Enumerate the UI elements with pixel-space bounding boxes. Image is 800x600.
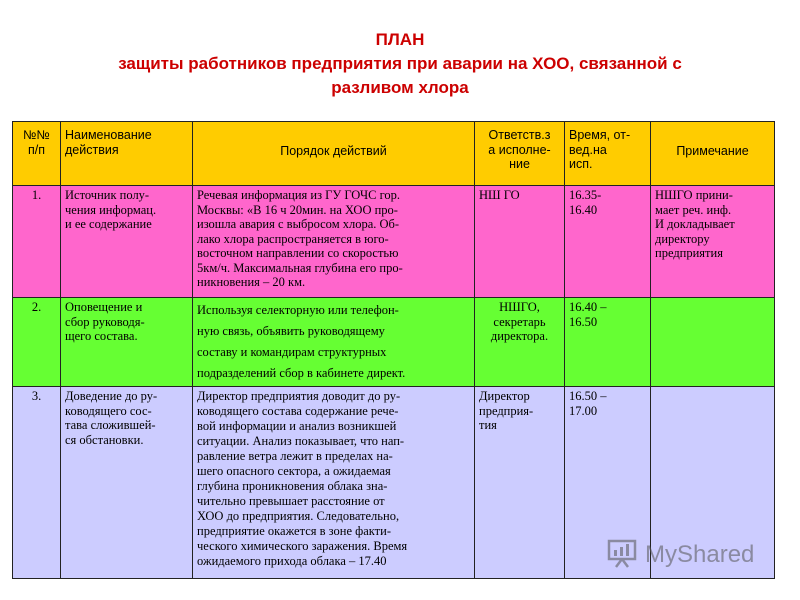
row-responsible: НШ ГО xyxy=(475,186,565,298)
header-order: Порядок действий xyxy=(193,122,475,186)
row-time: 16.35- 16.40 xyxy=(565,186,651,298)
page-title xyxy=(0,28,800,100)
row-time: 16.40 – 16.50 xyxy=(565,298,651,387)
row-responsible: Директор предприя- тия xyxy=(475,387,565,579)
row-note xyxy=(651,298,775,387)
row-action: Доведение до ру- ководящего сос- тава сложившей- ся обстановки. xyxy=(61,387,193,579)
row-order: Используя селекторную или телефон- ную связь, объявить руководящему составу и командирам структурных подразделений сбор в кабинете директ. xyxy=(193,298,475,387)
header-action: Наименование действия xyxy=(61,122,193,186)
header-time: Время, от- вед.на исп. xyxy=(565,122,651,186)
plan-table xyxy=(12,121,775,579)
presentation-board-icon xyxy=(607,538,639,573)
row-order: Речевая информация из ГУ ГОЧС гор. Москвы: «В 16 ч 20мин. на ХОО про- изошла авария с выбросом хлора. Об- лако хлора распространяется в юго- восточном направлении со скоростью 5км/ч. Максимальная глубина его про- никновения – 20 км. xyxy=(193,186,475,298)
row-responsible: НШГО, секретарь директора. xyxy=(475,298,565,387)
row-num: 1. xyxy=(13,186,61,298)
row-order: Директор предприятия доводит до ру- ководящего состава содержание рече- вой информации и анализ возникшей ситуации. Анализ показывает, что нап- равление ветра лежит в пределах на- шего опасного сектора, а ожидаемая глубина проникновения облака зна- чительно превышает расстояние от ХОО до предприятия. Следовательно, предприятие окажется в зоне факти- ческого химического заражения. Время ожидаемого прихода облака – 17.40 xyxy=(193,387,475,579)
title-line-3: разливом хлора xyxy=(331,78,469,97)
row-num: 2. xyxy=(13,298,61,387)
header-responsible: Ответств.з а исполне- ние xyxy=(475,122,565,186)
table-header-row xyxy=(13,122,775,186)
row-time: 16.50 – 17.00 xyxy=(565,387,651,579)
row-num: 3. xyxy=(13,387,61,579)
watermark-text: MyShared xyxy=(645,541,755,568)
title-line-2: защиты работников предприятия при аварии на ХОО, связанной с xyxy=(118,54,682,73)
watermark xyxy=(607,538,777,572)
header-num: №№ п/п xyxy=(13,122,61,186)
row-action: Оповещение и сбор руководя- щего состава. xyxy=(61,298,193,387)
table-row xyxy=(13,298,775,387)
title-line-1: ПЛАН xyxy=(375,30,425,49)
row-note: НШГО прини- мает реч. инф. И докладывает директору предприятия xyxy=(651,186,775,298)
table-row xyxy=(13,186,775,298)
header-note: Примечание xyxy=(651,122,775,186)
row-action: Источник полу- чения информац. и ее содержание xyxy=(61,186,193,298)
